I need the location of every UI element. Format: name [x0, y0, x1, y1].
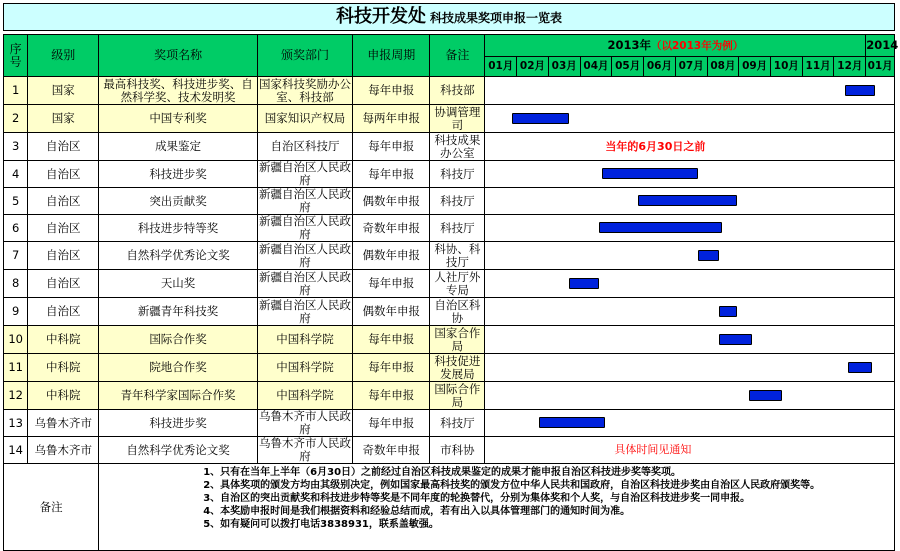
month-header: 01月 — [485, 57, 517, 77]
month-header: 09月 — [739, 57, 771, 77]
gantt-cell — [485, 161, 895, 188]
cell-cycle: 每年申报 — [353, 77, 430, 105]
cell-remark: 科技促进发展局 — [430, 354, 485, 382]
note-line: 2、具体奖项的颁发方均由其级别决定，例如国家最高科技奖的颁发方位中华人民共和国政府，自治区科技进步奖由自治区人民政府颁奖等。 — [203, 480, 821, 491]
header-year-2014: 2014 — [866, 35, 895, 57]
cell-level: 乌鲁木齐市 — [28, 410, 99, 437]
cell-remark: 科协、科技厅 — [430, 242, 485, 270]
header-year-2013 — [485, 35, 866, 57]
gantt-cell — [485, 215, 895, 242]
table-row — [4, 161, 895, 188]
schedule-bar — [512, 113, 569, 124]
cell-cycle: 每年申报 — [353, 270, 430, 298]
cell-dept: 乌鲁木齐市人民政府 — [259, 409, 352, 436]
table-row — [4, 354, 895, 382]
gantt-cell — [485, 105, 895, 133]
cell-cycle: 每年申报 — [353, 410, 430, 437]
month-header: 01月 — [866, 57, 895, 77]
cell-remark: 科技部 — [430, 77, 485, 105]
month-header: 08月 — [707, 57, 739, 77]
cell-dept: 国家知识产权局 — [257, 105, 352, 133]
cell-dept: 新疆自治区人民政府 — [259, 160, 352, 187]
cell-dept: 新疆自治区人民政府 — [259, 269, 352, 297]
cell-cycle: 每年申报 — [353, 161, 430, 188]
header-level: 级别 — [28, 35, 99, 77]
cell-dept: 中国科学院 — [257, 382, 352, 410]
table-row — [4, 326, 895, 354]
table-row — [4, 270, 895, 298]
cell-award: 青年科学家国际合作奖 — [99, 382, 258, 410]
table-row — [4, 382, 895, 410]
cell-no: 11 — [4, 354, 28, 382]
schedule-bar — [848, 362, 872, 373]
cell-cycle: 每年申报 — [353, 382, 430, 410]
schedule-bar — [719, 306, 737, 317]
schedule-bar — [539, 417, 605, 428]
gantt-cell — [485, 326, 895, 354]
cell-no: 7 — [4, 242, 28, 270]
cell-level: 中科院 — [28, 382, 99, 410]
cell-dept: 国家科技奖励办公室、科技部 — [259, 76, 352, 104]
gantt-cell — [485, 410, 895, 437]
cell-level: 中科院 — [28, 326, 99, 354]
cell-no: 9 — [4, 298, 28, 326]
gantt-cell — [485, 77, 895, 105]
schedule-bar — [599, 222, 722, 233]
cell-remark: 科技厅 — [430, 188, 485, 215]
cell-remark: 科技厅 — [430, 215, 485, 242]
cell-level: 国家 — [28, 105, 99, 133]
cell-level: 中科院 — [28, 354, 99, 382]
gantt-cell — [485, 354, 895, 382]
schedule-bar — [698, 250, 719, 261]
schedule-note: 具体时间见通知 — [614, 443, 692, 456]
gantt-cell — [485, 298, 895, 326]
cell-no: 10 — [4, 326, 28, 354]
cell-cycle: 每年申报 — [353, 133, 430, 161]
table-row — [4, 437, 895, 464]
note-line: 4、本奖励申报时间是我们根据资料和经验总结而成，若有出入以具体管理部门的通知时间为准。 — [203, 506, 631, 517]
cell-level: 自治区 — [28, 242, 99, 270]
cell-cycle: 奇数年申报 — [353, 215, 430, 242]
cell-award: 自然科学优秀论文奖 — [99, 242, 258, 270]
header-dept: 颁奖部门 — [257, 35, 352, 77]
cell-award: 院地合作奖 — [99, 354, 258, 382]
gantt-cell — [485, 270, 895, 298]
cell-award: 最高科技奖、科技进步奖、自然科学奖、技术发明奖 — [99, 77, 258, 105]
cell-award: 科技进步奖 — [99, 161, 258, 188]
cell-award: 新疆青年科技奖 — [99, 298, 258, 326]
schedule-bar — [749, 390, 782, 401]
cell-remark: 自治区科协 — [430, 298, 485, 326]
cell-no: 5 — [4, 188, 28, 215]
year-2013-label: 2013年 — [607, 37, 651, 52]
notes-body — [99, 464, 895, 551]
schedule-bar — [845, 85, 875, 96]
header-award: 奖项名称 — [99, 35, 258, 77]
notes-label: 备注 — [4, 464, 99, 551]
cell-level: 自治区 — [28, 298, 99, 326]
cell-award: 中国专利奖 — [99, 105, 258, 133]
cell-no: 2 — [4, 105, 28, 133]
notes-row — [4, 464, 895, 551]
cell-award: 科技进步特等奖 — [99, 215, 258, 242]
cell-level: 自治区 — [28, 161, 99, 188]
page-title: 科技开发处 — [335, 6, 426, 27]
cell-cycle: 每年申报 — [353, 354, 430, 382]
page-subtitle: 科技成果奖项申报一览表 — [429, 11, 562, 25]
schedule-bar — [719, 334, 752, 345]
cell-dept: 中国科学院 — [257, 354, 352, 382]
month-header: 04月 — [580, 57, 612, 77]
table-row — [4, 188, 895, 215]
table-row — [4, 105, 895, 133]
cell-no: 14 — [4, 437, 28, 464]
cell-remark: 国际合作局 — [430, 382, 485, 410]
cell-dept: 新疆自治区人民政府 — [259, 214, 352, 241]
gantt-cell — [485, 188, 895, 215]
cell-no: 6 — [4, 215, 28, 242]
cell-cycle: 偶数年申报 — [353, 242, 430, 270]
cell-dept: 新疆自治区人民政府 — [259, 241, 352, 269]
header-cycle: 申报周期 — [353, 35, 430, 77]
year-2013-note: （以2013年为例） — [650, 39, 744, 52]
cell-remark: 市科协 — [430, 437, 485, 464]
header-no: 序号 — [4, 35, 28, 77]
cell-dept: 自治区科技厅 — [257, 133, 352, 161]
title-bar — [3, 3, 895, 31]
cell-cycle: 每两年申报 — [353, 105, 430, 133]
cell-award: 天山奖 — [99, 270, 258, 298]
schedule-note: 当年的6月30日之前 — [605, 139, 706, 153]
note-line: 1、只有在当年上半年（6月30日）之前经过自治区科技成果鉴定的成果才能申报自治区科技进步奖等奖项。 — [203, 467, 682, 478]
month-header: 03月 — [548, 57, 580, 77]
month-header: 05月 — [612, 57, 644, 77]
month-header: 12月 — [834, 57, 866, 77]
cell-level: 自治区 — [28, 133, 99, 161]
cell-cycle: 偶数年申报 — [353, 298, 430, 326]
cell-level: 自治区 — [28, 270, 99, 298]
cell-no: 1 — [4, 77, 28, 105]
cell-dept: 新疆自治区人民政府 — [259, 187, 352, 214]
cell-remark: 国家合作局 — [430, 326, 485, 354]
cell-no: 4 — [4, 161, 28, 188]
cell-remark: 科技成果办公室 — [430, 133, 485, 161]
month-header: 07月 — [675, 57, 707, 77]
cell-no: 8 — [4, 270, 28, 298]
cell-level: 国家 — [28, 77, 99, 105]
cell-level: 乌鲁木齐市 — [28, 437, 99, 464]
month-header: 10月 — [771, 57, 803, 77]
schedule-bar — [638, 195, 737, 206]
cell-remark: 协调管理司 — [430, 105, 485, 133]
note-line: 5、如有疑问可以拨打电话3838931，联系盖敏强。 — [203, 519, 439, 530]
table-row — [4, 298, 895, 326]
cell-award: 成果鉴定 — [99, 133, 258, 161]
gantt-cell — [485, 437, 895, 464]
cell-remark: 科技厅 — [430, 410, 485, 437]
table-row — [4, 242, 895, 270]
award-table — [3, 34, 899, 551]
cell-dept: 新疆自治区人民政府 — [259, 297, 352, 325]
gantt-cell — [485, 382, 895, 410]
cell-no: 12 — [4, 382, 28, 410]
cell-award: 科技进步奖 — [99, 410, 258, 437]
cell-cycle: 偶数年申报 — [353, 188, 430, 215]
spreadsheet — [3, 3, 899, 530]
cell-remark: 科技厅 — [430, 161, 485, 188]
note-line: 3、自治区的突出贡献奖和科技进步特等奖是不同年度的轮换替代，分别为集体奖和个人奖，与自治区科技进步奖一同申报。 — [203, 493, 751, 504]
cell-award: 国际合作奖 — [99, 326, 258, 354]
cell-award: 突出贡献奖 — [99, 188, 258, 215]
schedule-bar — [569, 278, 599, 289]
table-row — [4, 77, 895, 105]
gantt-cell — [485, 133, 895, 161]
cell-dept: 乌鲁木齐市人民政府 — [259, 436, 352, 463]
cell-remark: 人社厅外专局 — [430, 270, 485, 298]
cell-cycle: 每年申报 — [353, 326, 430, 354]
gantt-cell — [485, 242, 895, 270]
month-header: 02月 — [517, 57, 549, 77]
month-header: 11月 — [802, 57, 834, 77]
cell-dept: 中国科学院 — [257, 326, 352, 354]
table-row — [4, 215, 895, 242]
table-row — [4, 133, 895, 161]
table-row — [4, 410, 895, 437]
schedule-bar — [602, 168, 698, 179]
cell-cycle: 奇数年申报 — [353, 437, 430, 464]
cell-award: 自然科学优秀论文奖 — [99, 437, 258, 464]
header-remark: 备注 — [430, 35, 485, 77]
cell-no: 13 — [4, 410, 28, 437]
cell-no: 3 — [4, 133, 28, 161]
month-header: 06月 — [644, 57, 676, 77]
cell-level: 自治区 — [28, 215, 99, 242]
cell-level: 自治区 — [28, 188, 99, 215]
